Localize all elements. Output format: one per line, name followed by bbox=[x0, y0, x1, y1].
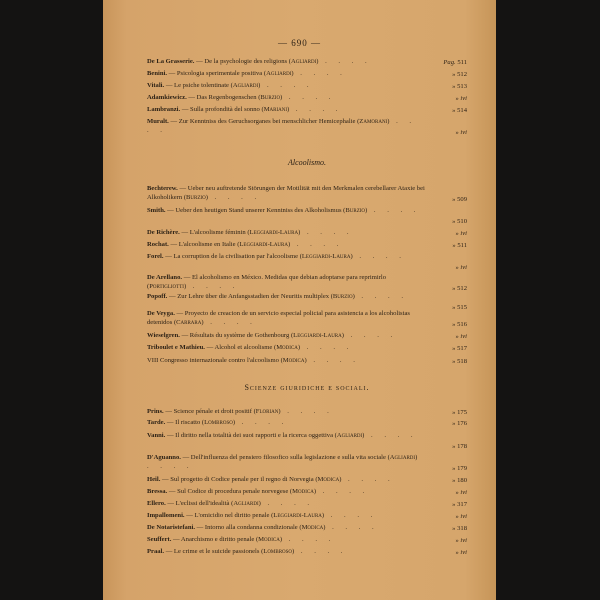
entry-text bbox=[147, 94, 467, 103]
entry-title: — Proyecto de creacion de un servicio especial policial para asistencia a los alcoholistas detenidos bbox=[147, 310, 410, 326]
index-entry bbox=[147, 118, 467, 137]
entry-title: — Sulla profondità del sonno bbox=[181, 106, 260, 113]
entry-reviewer: (Leggiardi-Laura) bbox=[237, 241, 291, 248]
leader-dots: . . . . bbox=[300, 229, 354, 236]
entry-page-number: 178 bbox=[457, 442, 467, 450]
entry-page-number: 517 bbox=[457, 344, 467, 352]
entry-author: Tarde. bbox=[147, 419, 166, 426]
index-entry bbox=[147, 332, 467, 341]
leader-dots: . . . . bbox=[300, 344, 354, 351]
index-entry bbox=[147, 229, 467, 238]
entry-title: — Résultats du système de Gothenbourg bbox=[181, 332, 290, 339]
leader-dots: . . . . bbox=[294, 548, 348, 555]
entry-page-number: 516 bbox=[457, 320, 467, 328]
leader-dots: . . . . bbox=[318, 58, 372, 65]
entry-reviewer: (Agliardi) bbox=[230, 82, 261, 89]
entry-title: VIII Congresso internazionale contro l'alcoolismo bbox=[147, 357, 279, 364]
entry-page-number: 515 bbox=[457, 303, 467, 311]
entry-page: » 318 bbox=[452, 524, 467, 532]
entry-reviewer: (Modica) bbox=[255, 536, 283, 543]
entry-author: Praal. bbox=[147, 548, 165, 555]
leader-dots: . . . . bbox=[260, 82, 314, 89]
entry-text bbox=[147, 332, 467, 341]
index-entry bbox=[147, 500, 467, 509]
entry-page-number: 518 bbox=[457, 357, 467, 365]
entry-title: — Ueber neu auftretende Störungen der Motilität mit den Merkmalen cerebellarer Ataxie bei Alkoholikern bbox=[147, 185, 425, 201]
entry-author: D'Aguanno. bbox=[147, 454, 181, 461]
index-entry bbox=[147, 82, 467, 91]
entry-page: » 180 bbox=[452, 476, 467, 484]
entry-title: — Le crime et le suicide passionels bbox=[165, 548, 260, 555]
entry-page: » 514 bbox=[452, 106, 467, 114]
entry-author: Benini. bbox=[147, 70, 167, 77]
entry-author: De Arellano. bbox=[147, 274, 183, 281]
leader-dots: . . . . bbox=[367, 207, 421, 214]
entry-reviewer: (Burzio) bbox=[343, 207, 368, 214]
leader-dots: . . . . bbox=[290, 241, 344, 248]
entry-text bbox=[147, 344, 467, 353]
index-entry bbox=[147, 344, 467, 353]
entry-title: — Zur Kenntniss des Geruchsorganes bei menschlicher Hemicephalie bbox=[170, 118, 356, 125]
index-entry bbox=[147, 454, 467, 473]
entry-title: — La corruption de la civilisation par l'alcoolisme bbox=[165, 253, 299, 260]
entry-author: Vitali. bbox=[147, 82, 165, 89]
entry-page: » 179 bbox=[452, 464, 467, 472]
section-title: Alcoolismo. bbox=[288, 158, 326, 167]
entry-text bbox=[147, 241, 467, 250]
entry-text bbox=[147, 82, 467, 91]
entry-text bbox=[147, 207, 467, 216]
index-entry bbox=[147, 419, 467, 428]
index-entry bbox=[147, 536, 467, 545]
section-title: Scienze giuridiche e sociali. bbox=[244, 383, 370, 392]
entry-page-number: 317 bbox=[457, 500, 467, 508]
entry-text bbox=[147, 118, 467, 135]
page-abbrev: Pag. bbox=[443, 58, 456, 66]
leader-dots: . . . . bbox=[260, 500, 315, 507]
index-entry bbox=[147, 408, 467, 417]
entry-text bbox=[147, 58, 467, 67]
index-entry bbox=[147, 310, 467, 329]
entry-author: Bechterew. bbox=[147, 185, 178, 192]
entry-text bbox=[147, 274, 467, 291]
entry-title: — Sul progetto di Codice penale per il regno di Norvegia bbox=[162, 476, 314, 483]
entry-text bbox=[147, 512, 467, 521]
entry-reviewer: (Agliardi) bbox=[263, 70, 294, 77]
entry-text bbox=[147, 419, 467, 428]
entry-text bbox=[147, 408, 467, 417]
entry-title: — Alcohol et alcoolisme bbox=[206, 344, 273, 351]
entry-title: — L'omicidio nel diritto penale bbox=[186, 512, 270, 519]
page-number: — 690 — bbox=[278, 38, 321, 48]
entry-author: Forel. bbox=[147, 253, 164, 260]
entry-reviewer: (Agliardi) bbox=[231, 500, 261, 507]
entry-title: — Anarchismo e diritto penale bbox=[173, 536, 255, 543]
entry-text bbox=[147, 70, 467, 79]
entry-reviewer: (Burzio) bbox=[258, 94, 283, 101]
entry-page: » ivi bbox=[455, 94, 467, 102]
entry-page: » 317 bbox=[452, 500, 467, 508]
index-entry bbox=[147, 476, 467, 485]
leader-dots: . . . . bbox=[147, 462, 194, 470]
entry-author: Muralt. bbox=[147, 118, 169, 125]
entry-author: Lambranzi. bbox=[147, 106, 181, 113]
leader-dots: . . . . bbox=[306, 357, 360, 364]
entry-text bbox=[147, 293, 467, 302]
entry-author: Vanni. bbox=[147, 432, 166, 439]
entry-reviewer: (Burzio) bbox=[330, 293, 355, 300]
index-entry bbox=[147, 274, 467, 293]
entry-reviewer: (Agliardi) bbox=[334, 432, 365, 439]
entry-author: Prins. bbox=[147, 408, 164, 415]
entry-page: » 518 bbox=[452, 357, 467, 365]
entry-reviewer: (Leggiardi-Laura) bbox=[247, 229, 301, 236]
entry-page-number: ivi bbox=[460, 229, 467, 237]
entry-text bbox=[147, 253, 467, 262]
entry-page-number: 511 bbox=[457, 241, 467, 249]
leader-dots: . . . . bbox=[147, 118, 417, 134]
entry-author: Bressa. bbox=[147, 488, 168, 495]
entry-text bbox=[147, 432, 467, 441]
entry-author: Seuffert. bbox=[147, 536, 172, 543]
entry-reviewer: (Burzio) bbox=[183, 193, 208, 201]
entry-title: — Dell'influenza del pensiero filosofico sulla legislazione e sulla vita sociale bbox=[182, 454, 386, 461]
leader-dots: . . . . bbox=[235, 419, 289, 426]
index-entry bbox=[147, 357, 467, 366]
entry-page: » 512 bbox=[452, 70, 467, 78]
leader-dots: . . . . bbox=[341, 476, 395, 483]
entry-page: » ivi bbox=[455, 332, 467, 340]
entry-title: — Le psiche tolentinate bbox=[165, 82, 229, 89]
leader-dots: . . . . bbox=[186, 282, 240, 290]
book-page bbox=[103, 0, 496, 600]
index-entry bbox=[147, 185, 467, 204]
leader-dots: . . . . bbox=[282, 94, 336, 101]
entry-page-number: ivi bbox=[460, 536, 467, 544]
entry-page-number: 512 bbox=[457, 70, 467, 78]
entry-reviewer: (Agliardi) bbox=[288, 58, 319, 65]
entry-page-number: ivi bbox=[460, 512, 467, 520]
entry-author: De La Grasserie. bbox=[147, 58, 195, 65]
entry-page: » ivi bbox=[455, 536, 467, 544]
entry-page: » 517 bbox=[452, 344, 467, 352]
entry-author: De Notaristefani. bbox=[147, 524, 195, 531]
entry-title: — Zur Lehre über die Anfangsstadien der Neuritis multiplex bbox=[169, 293, 330, 300]
entry-author: Popoff. bbox=[147, 293, 168, 300]
index-entry bbox=[147, 94, 467, 103]
entry-reviewer: (Lombroso) bbox=[201, 419, 236, 426]
entry-reviewer: (Modica) bbox=[289, 488, 317, 495]
entry-reviewer: (Modica) bbox=[315, 476, 342, 483]
entry-reviewer: (Modica) bbox=[280, 357, 307, 364]
entry-page: » 516 bbox=[452, 320, 467, 328]
entry-page: » ivi bbox=[455, 512, 467, 520]
entry-page-number: 176 bbox=[457, 419, 467, 427]
entry-text bbox=[147, 488, 467, 497]
entry-reviewer: (Portigliotti) bbox=[147, 282, 187, 290]
entry-author: De Richère. bbox=[147, 229, 180, 236]
index-entry bbox=[147, 207, 467, 226]
index-entry bbox=[147, 512, 467, 521]
entry-author: Ellero. bbox=[147, 500, 166, 507]
entry-text bbox=[147, 106, 467, 115]
entry-text bbox=[147, 548, 467, 557]
entry-page: » 176 bbox=[452, 419, 467, 427]
entry-page: » ivi bbox=[455, 548, 467, 556]
entry-title: — L'alcoolisme féminin bbox=[181, 229, 246, 236]
entry-page-number: ivi bbox=[460, 128, 467, 136]
index-entry bbox=[147, 70, 467, 79]
entry-page: » ivi bbox=[455, 128, 467, 136]
entry-reviewer: (Lombroso) bbox=[261, 548, 295, 555]
entry-reviewer: (Mariani) bbox=[261, 106, 290, 113]
entry-page: » 515 bbox=[452, 303, 467, 311]
entry-page: » 511 bbox=[452, 241, 467, 249]
entry-page-number: 512 bbox=[457, 284, 467, 292]
entry-title: — Il riscatto bbox=[166, 419, 201, 426]
leader-dots: . . . . bbox=[207, 193, 262, 201]
entry-reviewer: (Leggiardi-Laura) bbox=[271, 512, 325, 519]
leader-dots: . . . . bbox=[354, 293, 408, 300]
entry-text bbox=[147, 524, 467, 533]
entry-page: » ivi bbox=[455, 263, 467, 271]
entry-title: — Science pénale et droit positif bbox=[165, 408, 252, 415]
entry-page-number: ivi bbox=[460, 488, 467, 496]
entry-title: — El alcoholismo en México. Medidas que debian adoptarse para reprimirlo bbox=[183, 274, 387, 281]
entry-text bbox=[147, 454, 467, 471]
entry-author: Heil. bbox=[147, 476, 161, 483]
entry-page-number: 513 bbox=[457, 82, 467, 90]
entry-author: Impallomeni. bbox=[147, 512, 185, 519]
entry-page-number: 318 bbox=[457, 524, 467, 532]
entry-page-number: 514 bbox=[457, 106, 467, 114]
leader-dots: . . . . bbox=[289, 106, 343, 113]
entry-page: » ivi bbox=[455, 488, 467, 496]
entry-page-number: 510 bbox=[457, 217, 467, 225]
entry-reviewer: (Modica) bbox=[274, 344, 301, 351]
leader-dots: . . . . bbox=[293, 70, 347, 77]
entry-text bbox=[147, 500, 467, 509]
entry-title: — Psicologia sperimentale positiva bbox=[168, 70, 263, 77]
entry-text bbox=[147, 185, 467, 202]
entry-page-number: 511 bbox=[457, 58, 467, 66]
entry-text bbox=[147, 476, 467, 485]
entry-title: — De la psychologie des religions bbox=[196, 58, 288, 65]
leader-dots: . . . . bbox=[203, 318, 257, 326]
entry-page bbox=[427, 59, 467, 68]
entry-page: » 509 bbox=[452, 195, 467, 203]
entry-reviewer: (Modica) bbox=[299, 524, 326, 531]
leader-dots: . . . . bbox=[343, 332, 398, 339]
entry-reviewer: (Carrara) bbox=[173, 318, 204, 326]
entry-title: — Ueber den heutigen Stand unserer Kenntniss des Alkoholismus bbox=[167, 207, 342, 214]
entry-reviewer: (Agliardi) bbox=[387, 454, 418, 461]
leader-dots: . . . . bbox=[352, 253, 406, 260]
entry-author: Rochat. bbox=[147, 241, 169, 248]
entry-reviewer: (Zamorani) bbox=[357, 118, 390, 125]
index-entry bbox=[147, 58, 467, 67]
entry-author: Triboulet e Mathieu. bbox=[147, 344, 205, 351]
entry-page-number: 179 bbox=[457, 464, 467, 472]
entry-title: — L'alcoolisme en Italie bbox=[170, 241, 236, 248]
index-entry bbox=[147, 241, 467, 250]
entry-reviewer: (Leggiardi-Laura) bbox=[299, 253, 353, 260]
entry-page-number: ivi bbox=[460, 548, 467, 556]
index-entry bbox=[147, 106, 467, 115]
entry-page-number: 175 bbox=[457, 408, 467, 416]
entry-text bbox=[147, 229, 467, 238]
leader-dots: . . . . bbox=[316, 488, 370, 495]
entry-reviewer: (Florian) bbox=[253, 408, 281, 415]
entry-page: » 513 bbox=[452, 82, 467, 90]
entry-page-number: ivi bbox=[460, 332, 467, 340]
entry-text bbox=[147, 536, 467, 545]
leader-dots: . . . . bbox=[324, 512, 378, 519]
entry-text bbox=[147, 357, 467, 366]
leader-dots: . . . . bbox=[364, 432, 418, 439]
index-entry bbox=[147, 524, 467, 533]
entry-page-number: 509 bbox=[457, 195, 467, 203]
entry-title: — Intorno alla condanna condizionale bbox=[196, 524, 298, 531]
entry-text bbox=[147, 310, 467, 327]
entry-title: — Das Regenbogenschen bbox=[188, 94, 257, 101]
leader-dots: . . . . bbox=[282, 536, 336, 543]
leader-dots: . . . . bbox=[325, 524, 379, 531]
entry-page-number: 180 bbox=[457, 476, 467, 484]
entry-page-number: ivi bbox=[460, 263, 467, 271]
index-entry bbox=[147, 253, 467, 272]
index-entry bbox=[147, 432, 467, 451]
index-entry bbox=[147, 488, 467, 497]
entry-author: Adamkiewicz. bbox=[147, 94, 187, 101]
entry-page-number: ivi bbox=[460, 94, 467, 102]
entry-page: » ivi bbox=[455, 229, 467, 237]
entry-page: » 175 bbox=[452, 408, 467, 416]
entry-title: — Il diritto nella totalità dei suoi rapporti e la ricerca oggettiva bbox=[166, 432, 334, 439]
entry-title: — Sul Codice di procedura penale norvegese bbox=[168, 488, 289, 495]
entry-page: » 512 bbox=[452, 284, 467, 292]
leader-dots: . . . . bbox=[280, 408, 334, 415]
entry-author: De Veyga. bbox=[147, 310, 175, 317]
index-entry bbox=[147, 548, 467, 557]
entry-title: — L'eclissi dell'idealità bbox=[167, 500, 230, 507]
entry-page: » 178 bbox=[452, 442, 467, 450]
entry-author: Wieselgren. bbox=[147, 332, 180, 339]
entry-reviewer: (Leggiardi-Laura) bbox=[290, 332, 344, 339]
entry-page: » 510 bbox=[452, 217, 467, 225]
entry-author: Smith. bbox=[147, 207, 166, 214]
